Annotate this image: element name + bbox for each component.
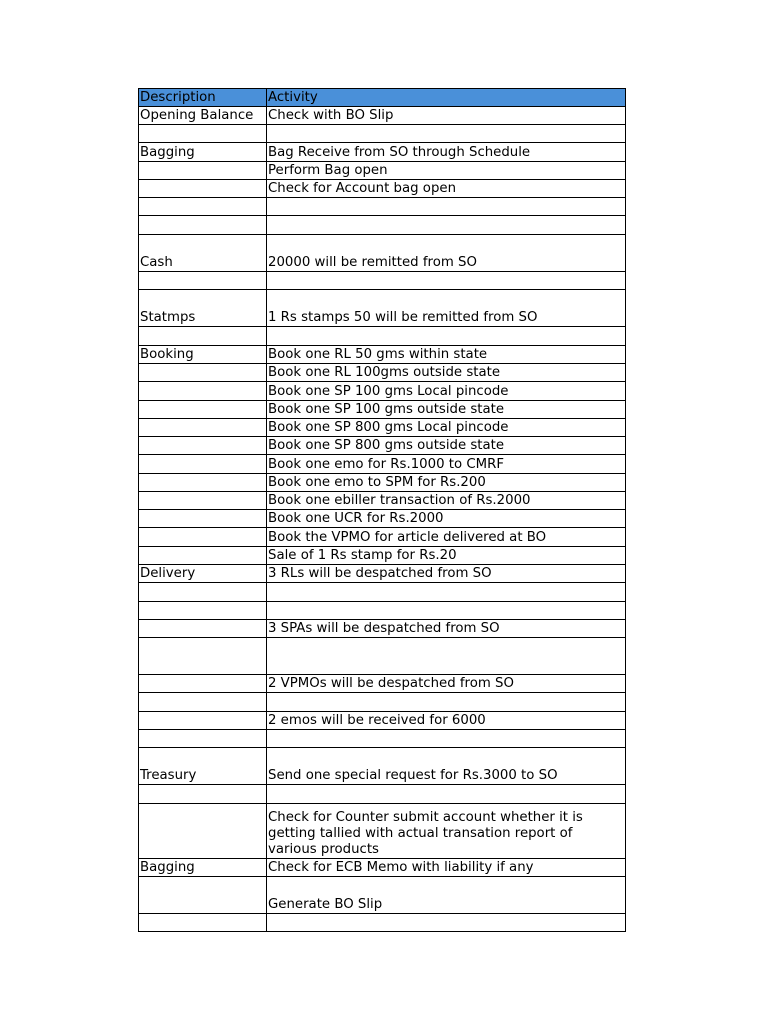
activity-cell[interactable] <box>267 693 626 712</box>
table-row <box>139 198 626 216</box>
table-row <box>139 107 626 125</box>
activity-cell[interactable]: 2 VPMOs will be despatched from SO <box>267 675 626 693</box>
table-row <box>139 620 626 638</box>
description-cell[interactable] <box>139 401 267 419</box>
description-cell[interactable]: Bagging <box>139 143 267 162</box>
activity-cell[interactable] <box>267 638 626 675</box>
table-row <box>139 143 626 162</box>
activity-cell[interactable] <box>267 198 626 216</box>
activity-cell[interactable]: Book the VPMO for article delivered at BO <box>267 528 626 547</box>
table-row <box>139 125 626 143</box>
table-row <box>139 346 626 364</box>
activity-cell[interactable]: Check for Account bag open <box>267 180 626 198</box>
activity-cell[interactable]: Book one RL 50 gms within state <box>267 346 626 364</box>
description-cell[interactable] <box>139 510 267 528</box>
description-cell[interactable] <box>139 198 267 216</box>
description-cell[interactable] <box>139 327 267 346</box>
header-row <box>139 89 626 107</box>
activity-cell[interactable]: Perform Bag open <box>267 162 626 180</box>
header-activity[interactable]: Activity <box>267 89 626 107</box>
table-row <box>139 712 626 730</box>
description-cell[interactable] <box>139 693 267 712</box>
activity-cell[interactable]: 20000 will be remitted from SO <box>267 235 626 272</box>
activity-cell[interactable] <box>267 914 626 932</box>
description-cell[interactable]: Delivery <box>139 565 267 583</box>
description-cell[interactable] <box>139 162 267 180</box>
table-row <box>139 914 626 932</box>
activity-cell[interactable] <box>267 785 626 804</box>
activity-cell[interactable] <box>267 583 626 602</box>
activity-cell[interactable] <box>267 327 626 346</box>
table-row <box>139 583 626 602</box>
activity-cell[interactable]: Book one SP 800 gms Local pincode <box>267 419 626 437</box>
description-cell[interactable] <box>139 455 267 474</box>
description-cell[interactable] <box>139 474 267 492</box>
description-cell[interactable] <box>139 914 267 932</box>
table-row <box>139 748 626 785</box>
description-cell[interactable] <box>139 730 267 748</box>
description-cell[interactable]: Opening Balance <box>139 107 267 125</box>
activity-cell[interactable] <box>267 730 626 748</box>
table-row <box>139 492 626 510</box>
activity-cell[interactable]: Book one emo for Rs.1000 to CMRF <box>267 455 626 474</box>
table-row <box>139 162 626 180</box>
table-row <box>139 474 626 492</box>
activity-cell[interactable]: 3 RLs will be despatched from SO <box>267 565 626 583</box>
activity-table <box>138 88 626 932</box>
description-cell[interactable] <box>139 675 267 693</box>
table-row <box>139 382 626 401</box>
activity-cell[interactable]: Book one SP 800 gms outside state <box>267 437 626 455</box>
description-cell[interactable] <box>139 620 267 638</box>
description-cell[interactable]: Statmps <box>139 290 267 327</box>
description-cell[interactable] <box>139 547 267 565</box>
activity-cell[interactable]: Bag Receive from SO through Schedule <box>267 143 626 162</box>
activity-cell[interactable]: Check for ECB Memo with liability if any <box>267 859 626 877</box>
activity-cell[interactable]: 3 SPAs will be despatched from SO <box>267 620 626 638</box>
description-cell[interactable] <box>139 382 267 401</box>
activity-cell[interactable]: Book one SP 100 gms Local pincode <box>267 382 626 401</box>
table-row <box>139 327 626 346</box>
activity-cell[interactable] <box>267 272 626 290</box>
table-row <box>139 638 626 675</box>
description-cell[interactable] <box>139 712 267 730</box>
activity-cell[interactable]: Sale of 1 Rs stamp for Rs.20 <box>267 547 626 565</box>
table-row <box>139 547 626 565</box>
activity-cell[interactable]: Book one RL 100gms outside state <box>267 364 626 382</box>
description-cell[interactable]: Booking <box>139 346 267 364</box>
description-cell[interactable] <box>139 492 267 510</box>
activity-cell[interactable]: Book one UCR for Rs.2000 <box>267 510 626 528</box>
description-cell[interactable] <box>139 180 267 198</box>
activity-cell[interactable] <box>267 216 626 235</box>
activity-cell[interactable]: Book one emo to SPM for Rs.200 <box>267 474 626 492</box>
activity-cell[interactable]: 1 Rs stamps 50 will be remitted from SO <box>267 290 626 327</box>
activity-cell[interactable] <box>267 125 626 143</box>
table-row <box>139 565 626 583</box>
table-row <box>139 693 626 712</box>
table-row <box>139 877 626 914</box>
description-cell[interactable]: Bagging <box>139 859 267 877</box>
table-row <box>139 455 626 474</box>
table-row <box>139 290 626 327</box>
activity-cell[interactable]: Generate BO Slip <box>267 877 626 914</box>
table-row <box>139 528 626 547</box>
description-cell[interactable] <box>139 602 267 620</box>
description-cell[interactable]: Treasury <box>139 748 267 785</box>
table-row <box>139 785 626 804</box>
activity-cell[interactable]: 2 emos will be received for 6000 <box>267 712 626 730</box>
activity-cell[interactable]: Check with BO Slip <box>267 107 626 125</box>
table-row <box>139 216 626 235</box>
table-row <box>139 235 626 272</box>
activity-cell[interactable]: Send one special request for Rs.3000 to SO <box>267 748 626 785</box>
activity-cell[interactable]: Check for Counter submit account whether it is getting tallied with actual transation report of various products <box>267 804 626 859</box>
table-row <box>139 675 626 693</box>
table-row <box>139 437 626 455</box>
header-description[interactable]: Description <box>139 89 267 107</box>
table-row <box>139 180 626 198</box>
description-cell[interactable] <box>139 804 267 859</box>
table-row <box>139 364 626 382</box>
description-cell[interactable] <box>139 419 267 437</box>
table-row <box>139 602 626 620</box>
table-row <box>139 272 626 290</box>
activity-cell[interactable]: Book one SP 100 gms outside state <box>267 401 626 419</box>
description-cell[interactable] <box>139 364 267 382</box>
table-row <box>139 804 626 859</box>
description-cell[interactable] <box>139 216 267 235</box>
table-row <box>139 730 626 748</box>
description-cell[interactable] <box>139 528 267 547</box>
table-row <box>139 401 626 419</box>
description-cell[interactable] <box>139 272 267 290</box>
activity-cell[interactable]: Book one ebiller transaction of Rs.2000 <box>267 492 626 510</box>
description-cell[interactable] <box>139 638 267 675</box>
description-cell[interactable] <box>139 785 267 804</box>
table-row <box>139 510 626 528</box>
table-row <box>139 419 626 437</box>
activity-cell[interactable] <box>267 602 626 620</box>
description-cell[interactable] <box>139 437 267 455</box>
description-cell[interactable] <box>139 583 267 602</box>
description-cell[interactable]: Cash <box>139 235 267 272</box>
table-row <box>139 859 626 877</box>
description-cell[interactable] <box>139 877 267 914</box>
description-cell[interactable] <box>139 125 267 143</box>
